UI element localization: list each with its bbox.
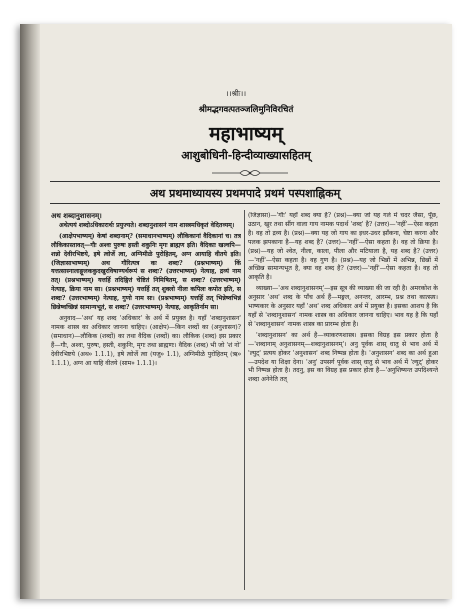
left-column: [51, 212, 241, 597]
column-divider: [244, 210, 245, 590]
invocation-mark: ।।श्रीः।।: [225, 89, 247, 98]
author-heading: श्रीमद्भगवत्पतञ्जलिमुनिविरचितं: [198, 105, 294, 115]
commentary-continued-text: 'शब्दानुशासन' का अर्थ है—व्याकरणशास्त्र। इसका विग्रह इस प्रकार होता है—'शब्दानाम् अनुशासनम्—शब्दानुशासनम्'। अनु पूर्वक शास् धातु से भाव अर्थ में 'ल्युट्' प्रत्यय होकर 'अनुशासन' शब्द निष्पन्न होता है। 'अनुशासन' शब्द का अर्थ हुआ—उपदेश या शिक्षा देना। 'अनु' उपसर्ग पूर्वक शास् धातु से भाव अर्थ में 'ल्युट्' होकर भी निष्पन्न होता है। तदनु, इस का विग्रह इस प्रकार होता है—'अनुशिष्यन्त उपदिश्यन्ते शब्दा अनेनेति तत्: [248, 331, 438, 384]
sutra-text: अथेत्ययं शब्दोऽधिकारार्थः प्रयुज्यते। शब्दानुशासनं नाम शास्त्रमधिकृतं वेदितव्यम्।: [59, 221, 235, 229]
section-rule-top: [50, 181, 440, 182]
right-column: [248, 212, 438, 597]
section-rule-bottom: [50, 203, 440, 204]
page-title: महाभाष्यम्: [209, 123, 283, 145]
bhashya-text: (आक्षेपभाष्यम्) केषां शब्दानाम्? (समाधानभाष्यम्) लौकिकानां वैदिकानां च। तत्र लौकिकास्तावत्—गौः अश्वः पुरुषः हस्ती शकुनिः मृगः ब्राह्मण इति। वैदिकाः खल्वपि—शन्नो देवीरभिष्टये, इषे त्वोर्जे त्वा, अग्निमीळे पुरोहितम्, अग्न आयाहि वीतये इति। (जिज्ञासाभाष्यम्) अथ गौरित्यत्र कः शब्दः? (प्रश्नभाष्यम्) किं यत्तत्सास्नालाङ्गूलककुदखुरविषाण्यर्थरूपं स शब्दः? (उत्तरभाष्यम्) नेत्याह, द्रव्यं नाम तत्। (प्रश्नभाष्यम्) यत्तर्हि तदिङ्गितं चेष्टितं निमिषितम्, स शब्दः? (उत्तरभाष्यम्) नेत्याह, क्रिया नाम सा। (प्रश्नभाष्यम्) यत्तर्हि तत् शुक्लो नीलः कपिलः कपोत इति, स शब्दः? (उत्तरभाष्यम्) नेत्याह, गुणो नाम सः। (प्रश्नभाष्यम्) यत्तर्हि तत् भिन्नेष्वभिन्नं छिन्नेष्वच्छिन्नं सामान्यभूतं, स शब्दः? (उत्तरभाष्यम्) नेत्याह, आकृतिर्नाम सा।: [51, 232, 241, 312]
commentary-text: व्याख्या—'अथ शब्दानुशासनम्'—इस सूत्र की व्याख्या की जा रही है। अमरकोश के अनुसार 'अथ' शब्द के पाँच अर्थ हैं—मङ्गल, अनन्तर, आरम्भ, प्रश्न तथा कात्स्न्र्य। भाष्यकार के अनुसार यहाँ 'अथ' शब्द अधिकार अर्थ में प्रयुक्त है। इसका आशय है कि यहाँ से 'शब्दानुशासन' नामक शास्त्र का अधिकार जानना चाहिए। भाव यह है कि यहाँ से 'शब्दानुशासन' नामक शास्त्र का प्रारम्भ होता है।: [248, 285, 438, 328]
translation-continued-text: (जिज्ञासा)—'गौः' यहाँ शब्द क्या है? (प्रश्न)—क्या जो यह गले में चदर जैसा, पूँछ, उठान, खुर तथा सींग वाला गाय नामक पदार्थ 'शब्द' है? (उत्तर)—'नहीं'—ऐसा कहता है। वह तो द्रव्य है। (प्रश्न)—क्या यह जो गाय का इधर-उधर झाँकना, चेष्टा करना और पलक झपकाना है—यह शब्द है? (उत्तर)—'नहीं'—ऐसा कहता है। वह तो क्रिया है। (प्रश्न)—यह जो श्वेत, नीला, काला, पीला और मटियाला है, यह शब्द है? (उत्तर)—'नहीं'—ऐसा कहता है। वह गुण है। (प्रश्न)—यह जो भिन्नों में अभिन्न, छिन्नों में अच्छिन्न सामान्यभूत है, क्या वह शब्द है? (उत्तर)—'नहीं'—ऐसा कहता है। वह तो आकृति है।: [248, 212, 438, 282]
book-gutter: [20, 24, 40, 599]
page-subtitle: आशुबोधिनी-हिन्दीव्याख्यासहितम्: [181, 149, 311, 162]
book-page: [20, 24, 452, 599]
sutra-heading: अथ शब्दानुशासनम्।: [51, 212, 102, 220]
section-title: अथ प्रथमाध्यायस्य प्रथमपादे प्रथमं पस्पशाह्निकम्: [149, 187, 341, 200]
ornament-divider-icon: [210, 168, 290, 178]
translation-text: अनुवाद—'अथ' यह शब्द 'अधिकार' के अर्थ में प्रयुक्त है। यहाँ 'शब्दानुशासन' नामक शास्त्र का अधिकार जानना चाहिए। (आक्षेप)—किन शब्दों का (अनुशासन)? (समाधान)—लौकिक (शब्दों) का तथा वैदिक (शब्दों) का। लौकिक (शब्द) इस प्रकार हैं—गौः, अश्वः, पुरुषः, हस्ती, शकुनिः, मृगः तथा ब्राह्मणः। वैदिक (शब्द) भी जो 'शं नो' देवीरभिष्टये (अथ० 1.1.1), इषे त्वोर्जे त्वा (यजु० 1.1), अग्निमीळे पुरोहितम् (ऋ० 1.1.1), अग्न आ याहि वीतये (साम० 1.1.1)।: [51, 314, 241, 367]
